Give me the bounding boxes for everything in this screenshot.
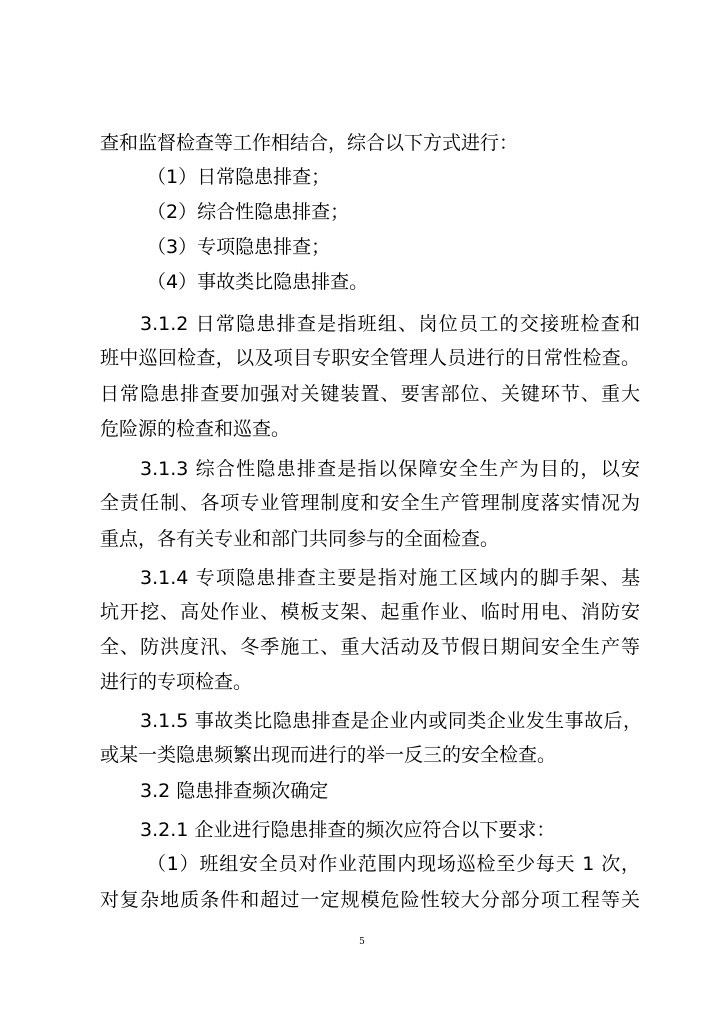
list-item: （3）专项隐患排查；	[147, 236, 331, 258]
paragraph-line: 危险源的检查和巡查。	[100, 418, 291, 440]
list-item: （4）事故类比隐患排查。	[147, 271, 369, 293]
paragraph-line: 班中巡回检查，以及项目专职安全管理人员进行的日常性检查。	[100, 347, 640, 369]
section-3-1-3-line: 3.1.3 综合性隐患排查是指以保障安全生产为目的，以安	[140, 458, 640, 480]
list-item: （1）班组安全员对作业范围内现场巡检至少每天 1 次，	[147, 853, 640, 875]
paragraph-line: 全责任制、各项专业管理制度和安全生产管理制度落实情况为	[100, 492, 640, 514]
section-3-1-5-line: 3.1.5 事故类比隐患排查是企业内或同类企业发生事故后，	[140, 710, 642, 732]
paragraph-line: 对复杂地质条件和超过一定规模危险性较大分部分项工程等关	[100, 889, 640, 911]
section-3-2-heading: 3.2 隐患排查频次确定	[140, 780, 329, 802]
page-number: 5	[359, 937, 365, 947]
section-3-1-2-line: 3.1.2 日常隐患排查是指班组、岗位员工的交接班检查和	[140, 313, 640, 335]
list-item: （2）综合性隐患排查；	[147, 201, 350, 223]
list-item: （1）日常隐患排查；	[147, 166, 331, 188]
text-line: 查和监督检查等工作相结合，综合以下方式进行：	[100, 132, 519, 154]
section-3-2-1-line: 3.2.1 企业进行隐患排查的频次应符合以下要求：	[140, 819, 556, 841]
paragraph-line: 日常隐患排查要加强对关键装置、要害部位、关键环节、重大	[100, 383, 640, 405]
paragraph-line: 重点，各有关专业和部门共同参与的全面检查。	[100, 528, 500, 550]
section-3-1-4-line: 3.1.4 专项隐患排查主要是指对施工区域内的脚手架、基	[140, 567, 640, 589]
paragraph-line: 或某一类隐患频繁出现而进行的举一反三的安全检查。	[100, 744, 557, 766]
paragraph-line: 全、防洪度汛、冬季施工、重大活动及节假日期间安全生产等	[100, 636, 640, 658]
paragraph-line: 坑开挖、高处作业、模板支架、起重作业、临时用电、消防安	[100, 601, 640, 623]
paragraph-line: 进行的专项检查。	[100, 671, 253, 693]
